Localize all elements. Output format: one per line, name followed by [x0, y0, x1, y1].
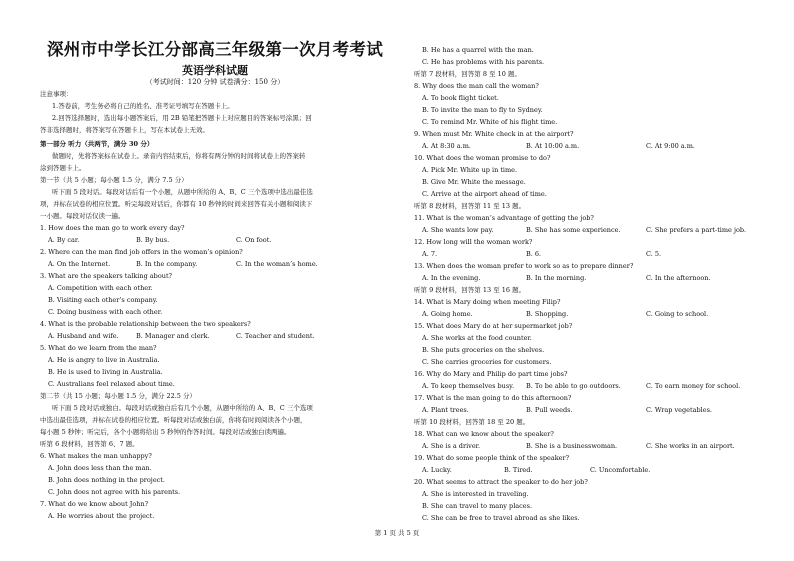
q14-option-b: B. Shopping.: [526, 310, 569, 318]
q20-option-b: B. She can travel to many places.: [422, 502, 533, 510]
section1-directions-3: 一小题。每段对话仅读一遍。: [40, 212, 125, 220]
q3-option-b: B. Visiting each other’s company.: [48, 296, 158, 304]
exam-title: 深州市中学长江分部高三年级第一次月考考试: [47, 40, 383, 59]
q16-option-a: A. To keep themselves busy.: [422, 382, 515, 390]
question-16: 16. Why do Mary and Philip do part time jobs?: [414, 370, 568, 378]
q20-option-a: A. She is interested in traveling.: [422, 490, 529, 498]
q2-option-a: A. On the Internet.: [48, 260, 111, 268]
q14-option-a: A. Going home.: [422, 310, 473, 318]
q1-option-c: C. On foot.: [236, 236, 272, 244]
q8-option-b: B. To invite the man to fly to Sydney.: [422, 106, 543, 114]
q13-option-a: A. In the evening.: [422, 274, 481, 282]
q2-option-b: B. In the company.: [136, 260, 198, 268]
q15-option-c: C. She carries groceries for customers.: [422, 358, 552, 366]
part1-intro-2: 涂到答题卡上。: [40, 164, 86, 172]
q2-option-c: C. In the woman’s home.: [236, 260, 318, 268]
q19-option-c: C. Uncomfortable.: [590, 466, 651, 474]
q9-option-b: B. At 10:00 a.m.: [526, 142, 580, 150]
section1-directions-2: 项，并标在试卷的相应位置。听完每段对话后，你都有 10 秒钟的时间来回答有关小题和阅读下: [40, 200, 313, 208]
q7-option-c: C. He has problems with his parents.: [422, 58, 545, 66]
q10-option-a: A. Pick Mr. White up in time.: [422, 166, 518, 174]
q18-option-b: B. She is a businesswoman.: [526, 442, 618, 450]
q11-option-c: C. She prefers a part-time job.: [646, 226, 747, 234]
material-7: 听第 7 段材料，回答第 8 至 10 题。: [414, 70, 521, 78]
section2-directions-2: 中选出最佳选项，并标在试卷的相应位置。听每段对话或独白前，你将有时间阅读各个小题，: [40, 416, 307, 424]
note-1: 1.答卷前，考生务必将自己的姓名、准考证号填写在答题卡上。: [52, 102, 234, 110]
exam-subtitle: 英语学科试题: [182, 64, 248, 77]
material-8: 听第 8 段材料，回答第 11 至 13 题。: [414, 202, 526, 210]
q4-option-b: B. Manager and clerk.: [136, 332, 210, 340]
section2-directions-4: 听第 6 段材料，回答第 6、7 题。: [40, 440, 139, 448]
section1-heading: 第一节（共 5 小题；每小题 1.5 分，满分 7.5 分）: [40, 176, 188, 184]
question-6: 6. What makes the man unhappy?: [40, 452, 152, 460]
notes-heading: 注意事项：: [40, 90, 73, 98]
question-14: 14. What is Mary doing when meeting Filip?: [414, 298, 561, 306]
q13-option-b: B. In the morning.: [526, 274, 587, 282]
q9-option-a: A. At 8:30 a.m.: [422, 142, 471, 150]
question-11: 11. What is the woman’s advantage of getting the job?: [414, 214, 594, 222]
q4-option-a: A. Husband and wife.: [48, 332, 119, 340]
q3-option-c: C. Doing business with each other.: [48, 308, 163, 316]
question-3: 3. What are the speakers talking about?: [40, 272, 173, 280]
question-12: 12. How long will the woman work?: [414, 238, 533, 246]
q6-option-c: C. John does not agree with his parents.: [48, 488, 181, 496]
q18-option-c: C. She works in an airport.: [646, 442, 735, 450]
q7-option-a: A. He worries about the project.: [48, 512, 155, 520]
q13-option-c: C. In the afternoon.: [646, 274, 711, 282]
q10-option-c: C. Arrive at the airport ahead of time.: [422, 190, 547, 198]
page-footer: 第 1 页 共 5 页: [374, 529, 420, 537]
q3-option-a: A. Competition with each other.: [48, 284, 153, 292]
q8-option-a: A. To book flight ticket.: [422, 94, 499, 102]
question-5: 5. What do we learn from the man?: [40, 344, 157, 352]
exam-meta: （考试时间：120 分钟 试卷满分：150 分）: [145, 78, 285, 86]
q12-option-a: A. 7.: [422, 250, 438, 258]
question-2: 2. Where can the man find job offers in the woman’s opinion?: [40, 248, 243, 256]
question-17: 17. What is the man going to do this afternoon?: [414, 394, 572, 402]
question-15: 15. What does Mary do at her supermarket job?: [414, 322, 573, 330]
q9-option-c: C. At 9:00 a.m.: [646, 142, 695, 150]
q1-option-b: B. By bus.: [136, 236, 170, 244]
q5-option-c: C. Australians feel relaxed about time.: [48, 380, 175, 388]
q19-option-b: B. Tired.: [504, 466, 533, 474]
q5-option-b: B. He is used to living in Australia.: [48, 368, 163, 376]
question-18: 18. What can we know about the speaker?: [414, 430, 554, 438]
q6-option-a: A. John does less than the man.: [48, 464, 152, 472]
note-2b: 答非选择题时，将答案写在答题卡上，写在本试卷上无效。: [40, 126, 209, 134]
section2-directions-1: 听下面 5 段对话或独白。每段对话或独白后有几个小题，从题中所给的 A、B、C 三个选项: [52, 404, 313, 412]
q17-option-c: C. Wrap vegetables.: [646, 406, 712, 414]
part1-heading: 第一部分 听力（共两节，满分 30 分）: [40, 140, 154, 148]
q15-option-b: B. She puts groceries on the shelves.: [422, 346, 545, 354]
q16-option-c: C. To earn money for school.: [646, 382, 741, 390]
q11-option-b: B. She has some experience.: [526, 226, 621, 234]
question-7: 7. What do we know about John?: [40, 500, 149, 508]
section2-directions-3: 每小题 5 秒钟；听完后，各个小题将给出 5 秒钟的作答时间。每段对话或独白读两遍。: [40, 428, 291, 436]
q19-option-a: A. Lucky.: [422, 466, 452, 474]
q20-option-c: C. She can be free to travel abroad as she likes.: [422, 514, 580, 522]
q11-option-a: A. She wants low pay.: [422, 226, 494, 234]
q8-option-c: C. To remind Mr. White of his flight time.: [422, 118, 558, 126]
material-10: 听第 10 段材料，回答第 18 至 20 题。: [414, 418, 530, 426]
q17-option-b: B. Pull weeds.: [526, 406, 573, 414]
q12-option-b: B. 6.: [526, 250, 542, 258]
q14-option-c: C. Going to school.: [646, 310, 709, 318]
q18-option-a: A. She is a driver.: [422, 442, 481, 450]
q12-option-c: C. 5.: [646, 250, 662, 258]
question-1: 1. How does the man go to work every day?: [40, 224, 185, 232]
part1-intro-1: 做题时，先将答案标在试卷上。录音内容结束后，你将有两分钟的时间将试卷上的答案转: [52, 152, 306, 160]
question-10: 10. What does the woman promise to do?: [414, 154, 551, 162]
q5-option-a: A. He is angry to live in Australia.: [48, 356, 160, 364]
section1-directions-1: 听下面 5 段对话。每段对话后有一个小题，从题中所给的 A、B、C 三个选项中选出最佳选: [52, 188, 313, 196]
q15-option-a: A. She works at the food counter.: [422, 334, 532, 342]
question-19: 19. What do some people think of the speaker?: [414, 454, 570, 462]
question-20: 20. What seems to attract the speaker to do her job?: [414, 478, 588, 486]
q6-option-b: B. John does nothing in the project.: [48, 476, 165, 484]
question-4: 4. What is the probable relationship between the two speakers?: [40, 320, 251, 328]
section2-heading: 第二节（共 15 小题；每小题 1.5 分，满分 22.5 分）: [40, 392, 196, 400]
q7-option-b: B. He has a quarrel with the man.: [422, 46, 534, 54]
question-13: 13. When does the woman prefer to work so as to prepare dinner?: [414, 262, 634, 270]
note-2a: 2.回答选择题时，选出每小题答案后，用 2B 铅笔把答题卡上对应题目的答案标号涂黑；回: [52, 114, 312, 122]
q1-option-a: A. By car.: [48, 236, 80, 244]
q4-option-c: C. Teacher and student.: [236, 332, 315, 340]
question-8: 8. Why does the man call the woman?: [414, 82, 539, 90]
q10-option-b: B. Give Mr. White the message.: [422, 178, 526, 186]
material-9: 听第 9 段材料，回答第 13 至 16 题。: [414, 286, 526, 294]
q16-option-b: B. To be able to go outdoors.: [526, 382, 621, 390]
q17-option-a: A. Plant trees.: [422, 406, 469, 414]
question-9: 9. When must Mr. White check in at the airport?: [414, 130, 574, 138]
